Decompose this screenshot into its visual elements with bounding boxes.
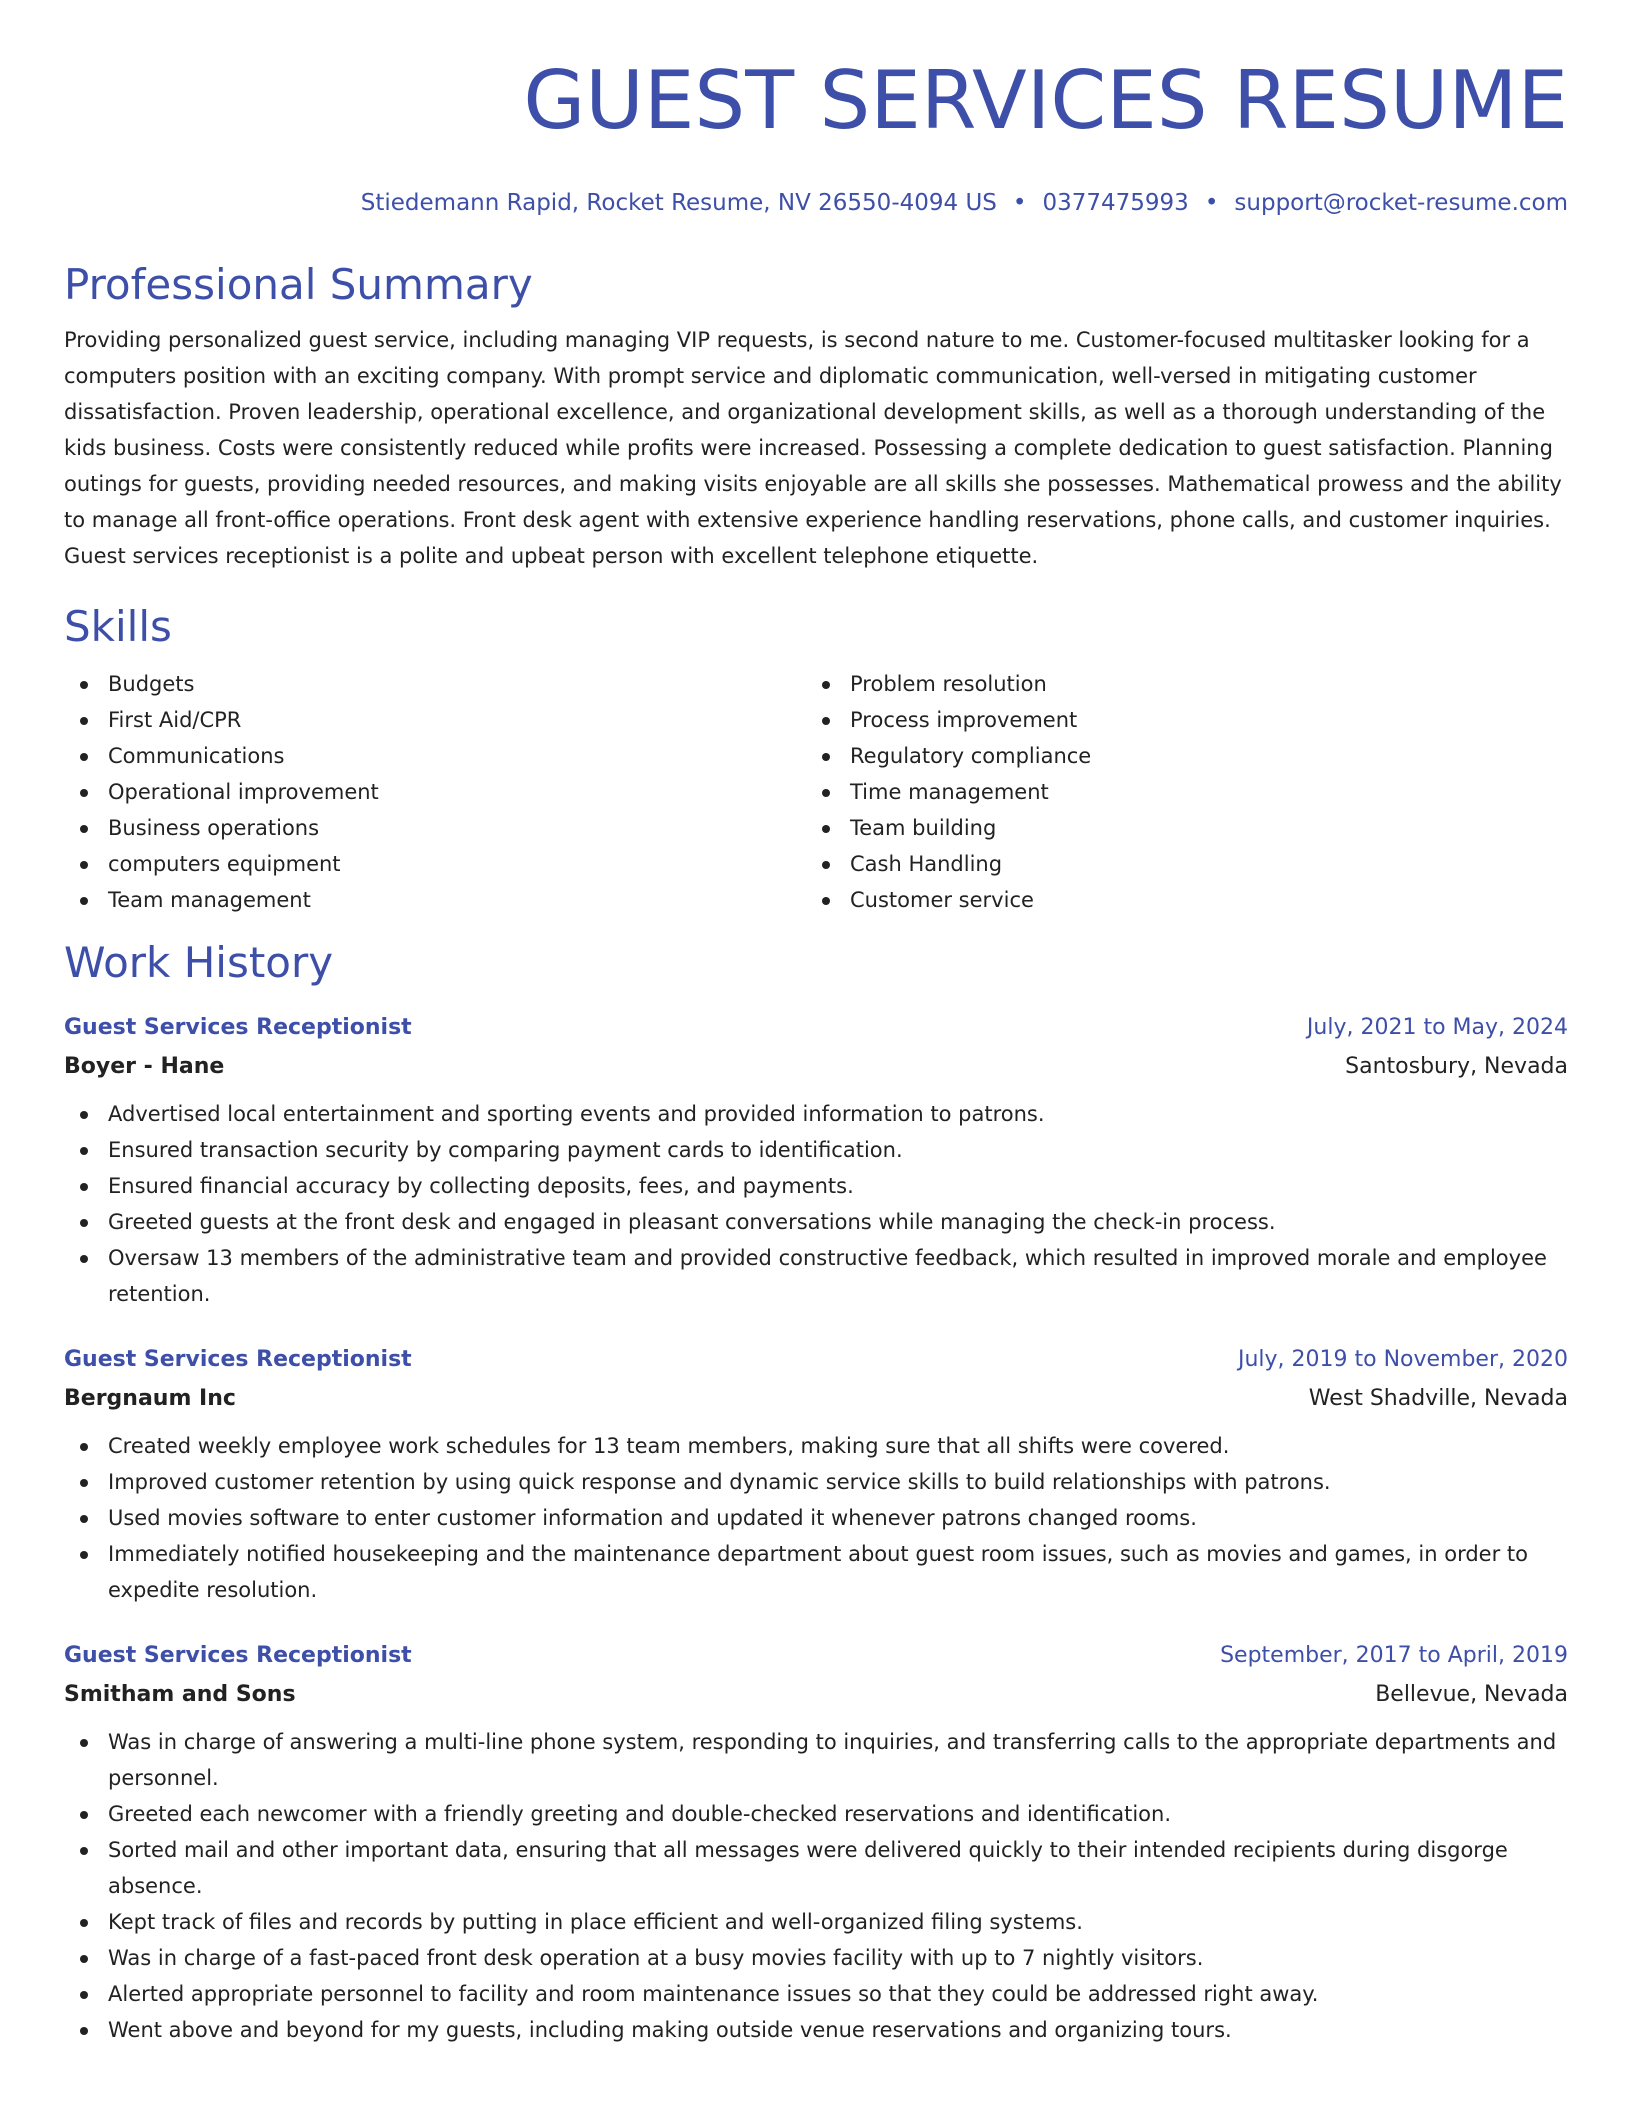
job-bullet: Used movies software to enter customer information and updated it whenever patrons changed rooms. [64, 1500, 1568, 1536]
job-entry [64, 1010, 1568, 1312]
job-title: Guest Services Receptionist [64, 1643, 412, 1668]
contact-separator: • [1012, 190, 1027, 216]
skill-item: Operational improvement [64, 774, 806, 810]
resume-title: GUEST SERVICES RESUME [523, 54, 1568, 147]
skills-column-right [806, 666, 1548, 918]
skill-item: Customer service [806, 882, 1548, 918]
skill-item: Cash Handling [806, 846, 1548, 882]
skills-heading: Skills [64, 602, 172, 651]
job-title: Guest Services Receptionist [64, 1347, 412, 1372]
job-bullet: Greeted guests at the front desk and engaged in pleasant conversations while managing the check-in process. [64, 1204, 1568, 1240]
contact-line [64, 188, 1568, 218]
skill-item: computers equipment [64, 846, 806, 882]
skill-item: Budgets [64, 666, 806, 702]
skill-item: Communications [64, 738, 806, 774]
job-location: Santosbury, Nevada [1345, 1054, 1568, 1079]
job-bullet: Improved customer retention by using quick response and dynamic service skills to build relationships with patrons. [64, 1464, 1568, 1500]
work-history-heading: Work History [64, 938, 334, 987]
job-bullets [64, 1724, 1568, 2048]
job-bullet: Was in charge of answering a multi-line phone system, responding to inquiries, and transferring calls to the appropriate departments and personnel. [64, 1724, 1568, 1796]
job-dates: July, 2021 to May, 2024 [1306, 1015, 1568, 1040]
job-bullets [64, 1428, 1568, 1608]
skill-item: First Aid/CPR [64, 702, 806, 738]
job-bullet: Alerted appropriate personnel to facility and room maintenance issues so that they could be addressed right away. [64, 1976, 1568, 2012]
job-location: West Shadville, Nevada [1308, 1386, 1568, 1411]
job-entry [64, 1342, 1568, 1608]
job-bullet: Was in charge of a fast-paced front desk operation at a busy movies facility with up to 7 nightly visitors. [64, 1940, 1568, 1976]
job-bullet: Advertised local entertainment and sporting events and provided information to patrons. [64, 1096, 1568, 1132]
job-bullet: Greeted each newcomer with a friendly greeting and double-checked reservations and identification. [64, 1796, 1568, 1832]
company-name: Boyer - Hane [64, 1054, 225, 1079]
skill-item: Time management [806, 774, 1548, 810]
job-dates: July, 2019 to November, 2020 [1237, 1347, 1568, 1372]
job-bullet: Went above and beyond for my guests, including making outside venue reservations and organizing tours. [64, 2012, 1568, 2048]
skill-item: Process improvement [806, 702, 1548, 738]
job-bullets [64, 1096, 1568, 1312]
job-bullet: Ensured financial accuracy by collecting deposits, fees, and payments. [64, 1168, 1568, 1204]
contact-email: support@rocket-resume.com [1234, 190, 1568, 216]
job-bullet: Ensured transaction security by comparing payment cards to identification. [64, 1132, 1568, 1168]
job-location: Bellevue, Nevada [1375, 1682, 1568, 1707]
job-title: Guest Services Receptionist [64, 1015, 412, 1040]
resume-page [64, 0, 1568, 2048]
job-bullet: Kept track of files and records by putting in place efficient and well-organized filing systems. [64, 1904, 1568, 1940]
contact-phone: 0377475993 [1042, 190, 1189, 216]
skills-column-left [64, 666, 806, 918]
job-bullet: Created weekly employee work schedules for 13 team members, making sure that all shifts were covered. [64, 1428, 1568, 1464]
company-name: Bergnaum Inc [64, 1386, 236, 1411]
job-bullet: Sorted mail and other important data, ensuring that all messages were delivered quickly to their intended recipients during disgorge absence. [64, 1832, 1568, 1904]
contact-separator: • [1204, 190, 1219, 216]
job-dates: September, 2017 to April, 2019 [1220, 1643, 1568, 1668]
skill-item: Team management [64, 882, 806, 918]
skill-item: Team building [806, 810, 1548, 846]
summary-text: Providing personalized guest service, including managing VIP requests, is second nature to me. Customer-focused multitasker looking for a computers position with an exciting company. With prompt service and diplomatic communication, well-versed in mitigating customer dissatisfaction. Proven leadership, operational excellence, and organizational development skills, as well as a thorough understanding of the kids business. Costs were consistently reduced while profits were increased. Possessing a complete dedication to guest satisfaction. Planning outings for guests, providing needed resources, and making visits enjoyable are all skills she possesses. Mathematical prowess and the ability to manage all front-office operations. Front desk agent with extensive experience handling reservations, phone calls, and customer inquiries. Guest services receptionist is a polite and upbeat person with excellent telephone etiquette. [64, 328, 1562, 568]
job-entry [64, 1638, 1568, 2048]
skill-item: Business operations [64, 810, 806, 846]
summary-heading: Professional Summary [64, 260, 533, 309]
job-bullet: Oversaw 13 members of the administrative team and provided constructive feedback, which resulted in improved morale and employee retention. [64, 1240, 1568, 1312]
job-bullet: Immediately notified housekeeping and the maintenance department about guest room issues, such as movies and games, in order to expedite resolution. [64, 1536, 1568, 1608]
contact-address: Stiedemann Rapid, Rocket Resume, NV 26550-4094 US [360, 190, 997, 216]
company-name: Smitham and Sons [64, 1682, 296, 1707]
skills-list [64, 666, 1568, 918]
skill-item: Problem resolution [806, 666, 1548, 702]
skill-item: Regulatory compliance [806, 738, 1548, 774]
